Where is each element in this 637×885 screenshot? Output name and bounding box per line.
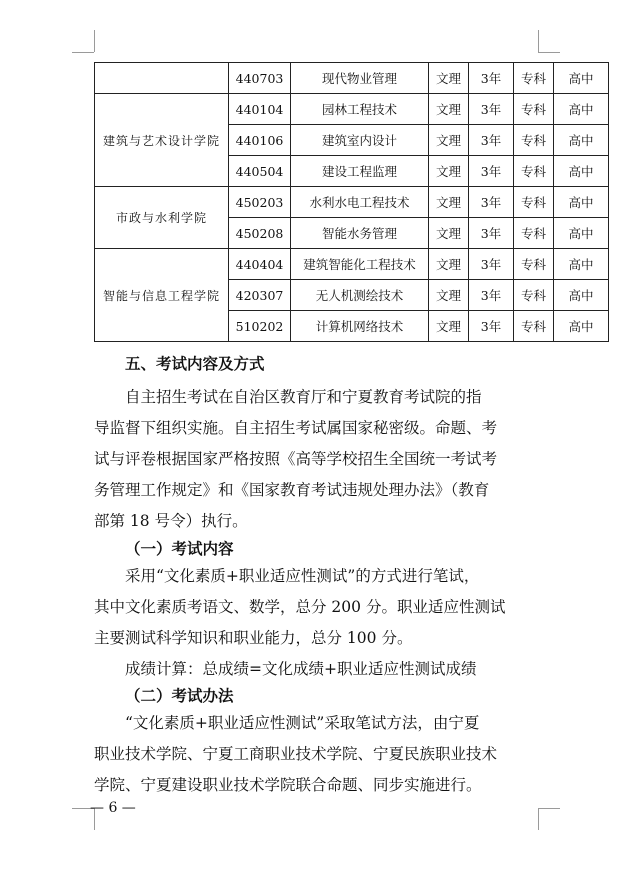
crop-mark-bottom-right-v [538, 808, 539, 830]
level-cell: 专科 [514, 311, 554, 342]
subject-cell: 文理 [429, 311, 469, 342]
table-row [95, 63, 609, 94]
requirement-cell: 高中 [554, 311, 609, 342]
years-cell: 3年 [469, 218, 514, 249]
major-cell: 无人机测绘技术 [291, 280, 429, 311]
college-cell: 智能与信息工程学院 [95, 249, 229, 342]
text-line: 其中文化素质考语文、数学，总分 200 分。职业适应性测试 [94, 598, 506, 616]
major-cell: 计算机网络技术 [291, 311, 429, 342]
level-cell: 专科 [514, 156, 554, 187]
text-line: 学院、宁夏建设职业技术学院联合命题、同步实施进行。 [94, 776, 482, 794]
years-cell: 3年 [469, 280, 514, 311]
text-line: “文化素质+职业适应性测试”采取笔试方法，由宁夏 [125, 714, 480, 732]
requirement-cell: 高中 [554, 187, 609, 218]
subject-cell: 文理 [429, 125, 469, 156]
college-cell-empty [95, 63, 229, 94]
crop-mark-top-right-h [538, 52, 560, 53]
level-cell: 专科 [514, 187, 554, 218]
college-cell: 建筑与艺术设计学院 [95, 94, 229, 187]
years-cell: 3年 [469, 94, 514, 125]
level-cell: 专科 [514, 249, 554, 280]
table-row [95, 187, 609, 218]
requirement-cell: 高中 [554, 218, 609, 249]
content-paragraph [94, 561, 614, 685]
requirement-cell: 高中 [554, 249, 609, 280]
requirement-cell: 高中 [554, 125, 609, 156]
code-cell: 440106 [229, 125, 291, 156]
text-line: 成绩计算：总成绩=文化成绩+职业适应性测试成绩 [125, 660, 477, 678]
text-line: 采用“文化素质+职业适应性测试”的方式进行笔试， [125, 567, 480, 585]
text-line: 务管理工作规定》和《国家教育考试违规处理办法》（教育 [94, 481, 490, 499]
text-line: 自主招生考试在自治区教育厅和宁夏教育考试院的指 [125, 388, 482, 406]
section-heading: 五、考试内容及方式 [125, 354, 265, 373]
code-cell: 510202 [229, 311, 291, 342]
table-row [95, 249, 609, 280]
code-cell: 420307 [229, 280, 291, 311]
crop-mark-top-left-h [72, 52, 94, 53]
text-line: 职业技术学院、宁夏工商职业技术学院、宁夏民族职业技术 [94, 745, 498, 763]
major-cell: 智能水务管理 [291, 218, 429, 249]
subsection-heading-content: （一）考试内容 [125, 539, 234, 558]
years-cell: 3年 [469, 156, 514, 187]
requirement-cell: 高中 [554, 94, 609, 125]
text-line: 主要测试科学知识和职业能力，总分 100 分。 [94, 629, 413, 647]
years-cell: 3年 [469, 249, 514, 280]
subject-cell: 文理 [429, 280, 469, 311]
subsection-heading-method: （二）考试办法 [125, 686, 234, 705]
code-cell: 440703 [229, 63, 291, 94]
major-cell: 建设工程监理 [291, 156, 429, 187]
level-cell: 专科 [514, 218, 554, 249]
code-cell: 450203 [229, 187, 291, 218]
requirement-cell: 高中 [554, 63, 609, 94]
page-number: — 6 — [90, 800, 136, 816]
code-cell: 450208 [229, 218, 291, 249]
intro-paragraph [94, 382, 614, 537]
college-cell: 市政与水利学院 [95, 187, 229, 249]
table-row [95, 94, 609, 125]
crop-mark-top-right-v [538, 30, 539, 52]
major-cell: 园林工程技术 [291, 94, 429, 125]
major-cell: 建筑智能化工程技术 [291, 249, 429, 280]
code-cell: 440404 [229, 249, 291, 280]
level-cell: 专科 [514, 280, 554, 311]
requirement-cell: 高中 [554, 156, 609, 187]
code-cell: 440504 [229, 156, 291, 187]
level-cell: 专科 [514, 94, 554, 125]
subject-cell: 文理 [429, 94, 469, 125]
years-cell: 3年 [469, 63, 514, 94]
requirement-cell: 高中 [554, 280, 609, 311]
code-cell: 440104 [229, 94, 291, 125]
subject-cell: 文理 [429, 249, 469, 280]
text-line: 导监督下组织实施。自主招生考试属国家秘密级。命题、考 [94, 419, 498, 437]
subject-cell: 文理 [429, 187, 469, 218]
subject-cell: 文理 [429, 63, 469, 94]
years-cell: 3年 [469, 311, 514, 342]
method-paragraph [94, 708, 614, 801]
level-cell: 专科 [514, 63, 554, 94]
text-line: 部第 18 号令）执行。 [94, 512, 248, 530]
years-cell: 3年 [469, 187, 514, 218]
subject-cell: 文理 [429, 156, 469, 187]
years-cell: 3年 [469, 125, 514, 156]
major-cell: 建筑室内设计 [291, 125, 429, 156]
text-line: 试与评卷根据国家严格按照《高等学校招生全国统一考试考 [94, 450, 498, 468]
level-cell: 专科 [514, 125, 554, 156]
subject-cell: 文理 [429, 218, 469, 249]
crop-mark-top-left-v [94, 30, 95, 52]
major-cell: 现代物业管理 [291, 63, 429, 94]
crop-mark-bottom-right-h [538, 808, 560, 809]
major-cell: 水利水电工程技术 [291, 187, 429, 218]
majors-table [94, 62, 609, 342]
